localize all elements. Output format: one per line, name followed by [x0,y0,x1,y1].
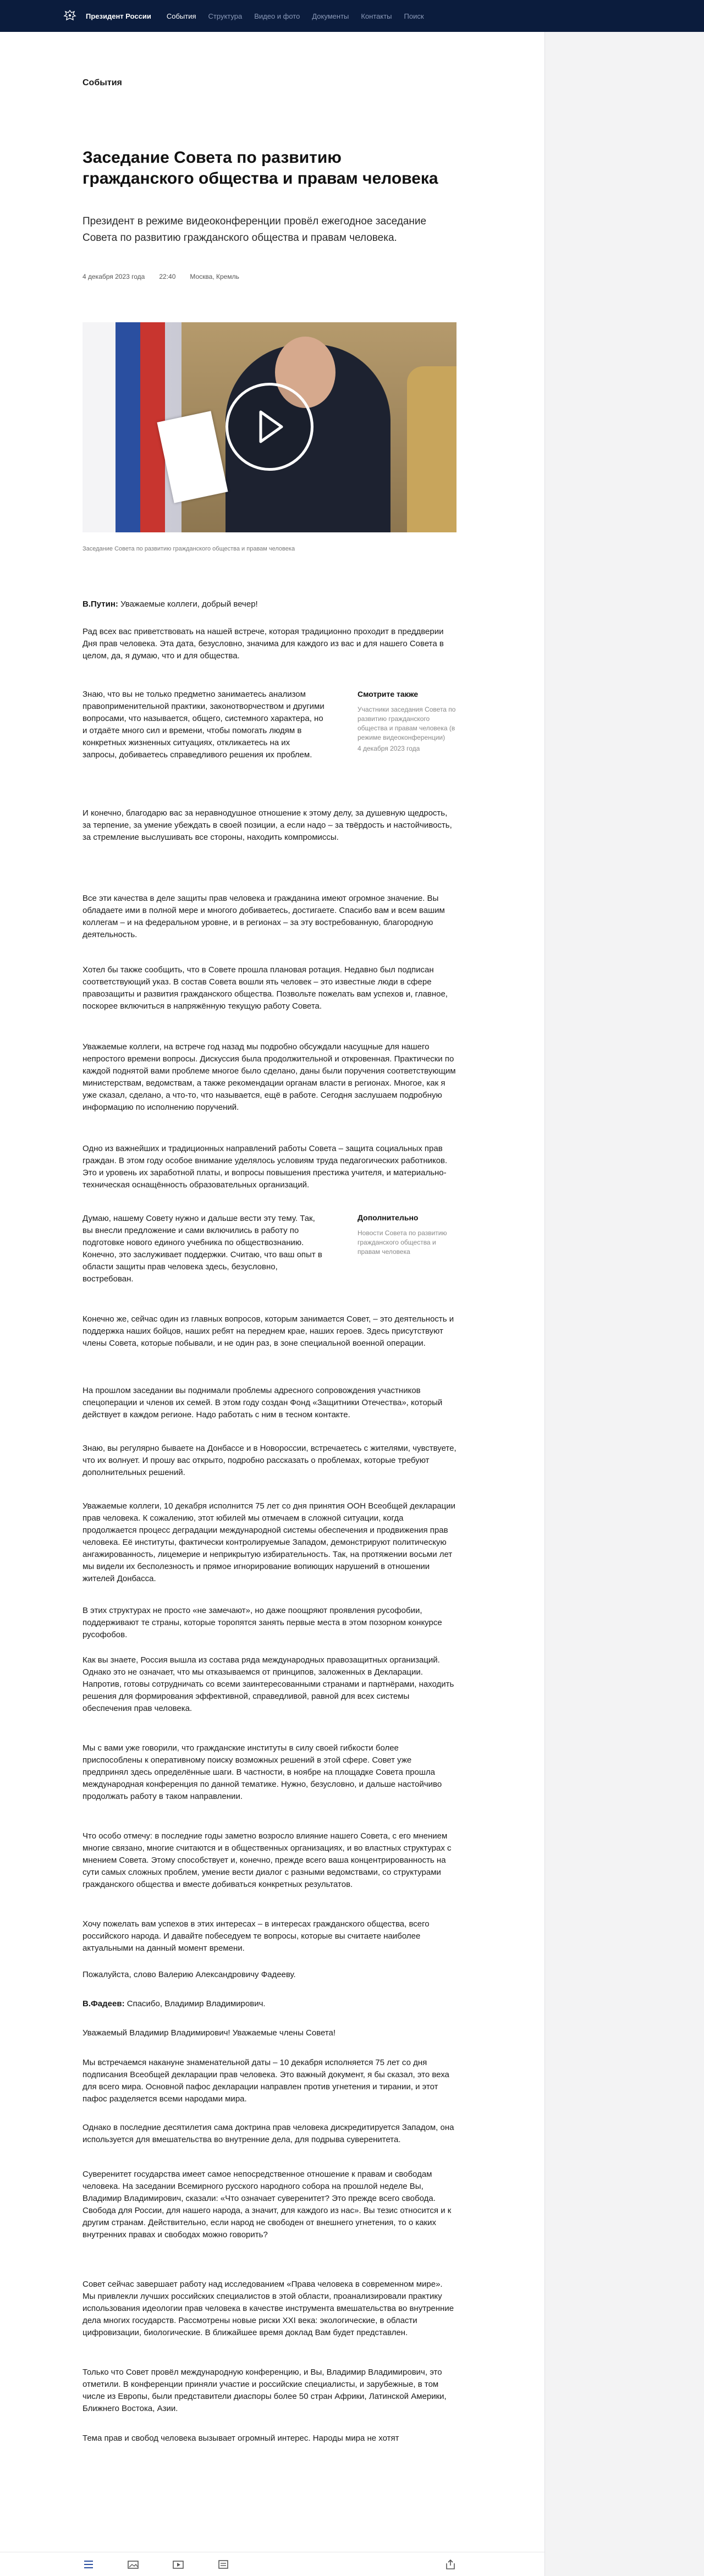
article-date: 4 декабря 2023 года [82,273,145,280]
main-nav [167,12,424,20]
flag-stripe-white [82,322,116,532]
paragraph: Тема прав и свобод человека вызывает огромный интерес. Народы мира не хотят [82,2434,399,2443]
paragraph: Хочу пожелать вам успехов в этих интересах – в интересах гражданского общества, всего российского народа. И давайте побеседуем те вопросы, которые вы считаете наиболее актуальными на данный момент времени. [82,1919,430,1953]
paragraph: На прошлом заседании вы поднимали проблемы адресного сопровождения участников спецоперации и членов их семей. В этом году создан Фонд «Защитники Отечества», который действует в каждом регионе. Надо работать с ним в тесном контакте. [82,1386,443,1419]
see-also-title: Смотрите также [358,690,419,698]
see-also-date: 4 декабря 2023 года [358,745,420,752]
article-place: Москва, Кремль [190,273,239,280]
video-chair [407,366,457,532]
paragraph: Уважаемые коллеги, 10 декабря исполнится 75 лет со дня принятия ООН Всеобщей декларации прав человека. К сожалению, этот юбилей мы отмечаем в сложной ситуации, когда продолжается процесс деградации международной системы обеспечения и продвижения прав человека. Её институты, фактически контролируемые Западом, демонстрируют политическую ангажированность, лицемерие и неприкрытую избирательность. Так, на протяжении восьми лет мы видели их бесполезность и прямое игнорирование вопиющих нарушений в отношении жителей Донбасса. [82,1501,455,1583]
article-content [0,32,544,2576]
play-button[interactable] [226,383,314,471]
paragraph: Рад всех вас приветствовать на нашей встрече, которая традиционно проходит в преддверии Дня прав человека. Эта дата, безусловно, значима для каждого из вас и для нашего Совета в целом, да, я думаю, что и для общества. [82,627,444,660]
paragraph: Знаю, вы регулярно бываете на Донбассе и в Новороссии, встречаетесь с жителями, чувствуете, что их волнует. И прошу вас открыто, подробно рассказать о проблемах, которые требуют дополнительных решений. [82,1444,457,1477]
paragraph-text: Спасибо, Владимир Владимирович. [124,1999,266,2008]
play-icon [253,408,286,446]
paragraph: Одно из важнейших и традиционных направлений работы Совета – защита социальных прав граждан. В этом году особое внимание уделялось условиям труда педагогических работников. Это и уровень их заработной платы, и вопросы повышения престижа учителя, и материально-техническая оснащённость образовательных организаций. [82,1144,448,1190]
speaker-name: В.Фадеев: [82,1999,125,2008]
nav-item-structure[interactable]: Структура [208,12,243,20]
additional-title: Дополнительно [358,1213,419,1222]
eagle-emblem-icon[interactable] [62,8,78,24]
photo-icon[interactable] [128,2559,140,2570]
paragraph: Уважаемые коллеги, на встрече год назад мы подробно обсуждали насущные для нашего непростого времени вопросы. Дискуссия была продолжительной и откровенная. Практически по каждой поднятой вами проблеме многое было сделано, даны были поручения соответствующим министерствам, ведомствам, а также рекомендации органам власти в регионах. Многое, как я уже сказал, сделано, а что-то, что называется, ещё в работе. Сегодня заслушаем подробную информацию по исполнению поручений. [82,1042,456,1112]
nav-item-search[interactable]: Поиск [404,12,424,20]
paragraph: Однако в последние десятилетия сама доктрина прав человека дискредитируется Западом, она используется для вмешательства во внутренние дела, для подрыва суверенитета. [82,2123,454,2144]
page-title: Заседание Совета по развитию гражданского общества и правам человека [82,148,438,188]
paragraph: Конечно же, сейчас один из главных вопросов, которым занимается Совет, – это деятельность и поддержка наших бойцов, наших ребят на переднем крае, наших героев. Здесь присутствуют члены Совета, которые побывали, и не один раз, в зоне специальной военной операции. [82,1314,454,1348]
paragraph: Пожалуйста, слово Валерию Александровичу Фадееву. [82,1970,296,1979]
paragraph: Хотел бы также сообщить, что в Совете прошла плановая ротация. Недавно был подписан соответствующий указ. В состав Совета вошли ять человек – это известные люди в сфере правозащиты и развития гражданского общества. Позвольте пожелать вам успехов и, главное, поскорее включиться в напряжённую текущую работу Совета. [82,965,448,1011]
paragraph [82,598,457,610]
paragraph: Что особо отмечу: в последние годы заметно возросло влияние нашего Совета, с его мнением многие связано, многие считаются и в общественных организациях, и во властных структурах с мнением Совета. Этому способствует и, конечно, прежде всего ваша концентрированность на сути самых сложных проблем, умение вести диалог с разными ведомствами, со структурами гражданского общества и вместе добиваться конкретных результатов. [82,1831,452,1889]
article-lead: Президент в режиме видеоконференции провёл ежегодное заседание Совета по развитию гражданского общества и правам человека. [82,216,427,244]
paragraph: Совет сейчас завершает работу над исследованием «Права человека в современном мире». Мы привлекли лучших российских специалистов в этой области, проанализировали практику использования идеологии прав человека в качестве инструмента вмешательства во внутренние дела многих государств. Рассмотрены новые риски XXI века: экологические, в области цифровизации, биологические. В ближайшее время доклад Вам будет представлен. [82,2280,454,2337]
additional-box [358,1213,457,1257]
nav-item-contacts[interactable]: Контакты [361,12,392,20]
share-icon[interactable] [444,2559,457,2570]
bottom-toolbar [0,2552,544,2576]
additional-link[interactable]: Новости Совета по развитию гражданского общества и правам человека [358,1229,447,1256]
paragraph: Знаю, что вы не только предметно занимаетесь анализом правоприменительной практики, законотворчеством и другими вопросами, что называется, общего, системного характера, но и отдаёте много сил и времени, чтобы помогать людям в конкретных жизненных ситуациях, откликаетесь на их запросы, добиваетесь справедливого решения их проблем. [82,690,324,759]
nav-item-media[interactable]: Видео и фото [254,12,300,20]
paragraph: И конечно, благодарю вас за неравнодушное отношение к этому делу, за душевную щедрость, за терпение, за умение убеждать в своей позиции, а если надо – за твёрдость и настойчивость, за стремление выслушивать все стороны, находить компромиссы. [82,808,452,842]
paragraph: Только что Совет провёл международную конференцию, и Вы, Владимир Владимирович, это отметили. В конференции приняли участие и российские специалисты, и зарубежные, в том числе из Европы, были представители диаспоры более 50 стран Африки, Латинской Америки, Ближнего Востока, Азии. [82,2368,447,2413]
speaker-name: В.Путин: [82,599,118,609]
right-side-panel [544,32,704,2576]
nav-item-events[interactable]: События [166,12,196,20]
document-icon[interactable] [218,2559,230,2570]
paragraph-text: Уважаемые коллеги, добрый вечер! [118,599,258,609]
video-icon[interactable] [173,2559,185,2570]
paragraph: Мы встречаемся накануне знаменательной даты – 10 декабря исполняется 75 лет со дня подписания Всеобщей декларации прав человека. Это важный документ, я бы сказал, это веха для всего мира. Основной пафос декларации направлен против угнетения и тирании, и этот пафос разделяется всеми народами мира. [82,2058,449,2104]
text-view-icon[interactable] [82,2559,95,2570]
paragraph: Думаю, нашему Совету нужно и дальше вести эту тему. Так, вы внесли предложение и сами включились в работу по подготовке нового единого учебника по обществознанию. Конечно, это заслуживает поддержки. Считаю, что ваш опыт в области защиты прав человека здесь, безусловно, востребован. [82,1214,322,1284]
paragraph: Все эти качества в деле защиты прав человека и гражданина имеют огромное значение. Вы обладаете ими в полной мере и многого добиваетесь, достигаете. Спасибо вам и всем вашим коллегам – и на федеральном уровне, и в регионах – за эту востребованную, благородную деятельность. [82,894,445,939]
paragraph: Суверенитет государства имеет самое непосредственное отношение к правам и свободам человека. На заседании Всемирного русского народного собора на прошлой неделе Вы, Владимир Владимирович, сказали: «Что означает суверенитет? Это прежде всего свобода. Свобода для России, для нашего народа, а значит, для каждого из нас». Вы тезис относится и к другим странам. Действительно, если народ не свободен от внешнего угнетения, то о каких внутренних правах и свободах можно говорить? [82,2170,452,2239]
paragraph: Как вы знаете, Россия вышла из состава ряда международных правозащитных организаций. Однако это не означает, что мы отказываемся от принципов, заложенных в Декларации. Напротив, готовы сотрудничать со всеми заинтересованными странами и партнёрами, находить решения для формирования эффективной, справедливой, равной для всех системы обеспечения прав человека. [82,1655,454,1713]
video-player[interactable] [82,322,457,532]
top-navigation-bar [0,0,704,32]
nav-item-documents[interactable]: Документы [312,12,349,20]
see-also-box [358,690,457,752]
video-caption: Заседание Совета по развитию гражданского общества и правам человека [82,546,295,552]
paragraph [82,1998,457,2010]
site-brand-link[interactable]: Президент России [86,12,151,20]
paragraph: Уважаемый Владимир Владимирович! Уважаемые члены Совета! [82,2028,336,2038]
paragraph: Мы с вами уже говорили, что гражданские институты в силу своей гибкости более приспособлены к оперативному поиску возможных решений в этой сфере. Совет уже предпринял здесь определённые шаги. В частности, в ноябре на площадке Совета прошла международная конференция по данной тематике. Нужно, безусловно, и дальше настойчиво продолжать работу в таком направлении. [82,1743,442,1801]
paragraph: В этих структурах не просто «не замечают», но даже поощряют проявления русофобии, поддерживают те страны, которые торопятся занять первые места в этом позорном конкурсе русофобов. [82,1606,442,1639]
article-time: 22:40 [159,273,176,280]
section-label[interactable]: События [82,78,122,87]
article-meta [82,273,239,280]
flag-stripe-blue [116,322,140,532]
see-also-link[interactable]: Участники заседания Совета по развитию гражданского общества и правам человека (в режиме видеоконференции) [358,706,456,741]
